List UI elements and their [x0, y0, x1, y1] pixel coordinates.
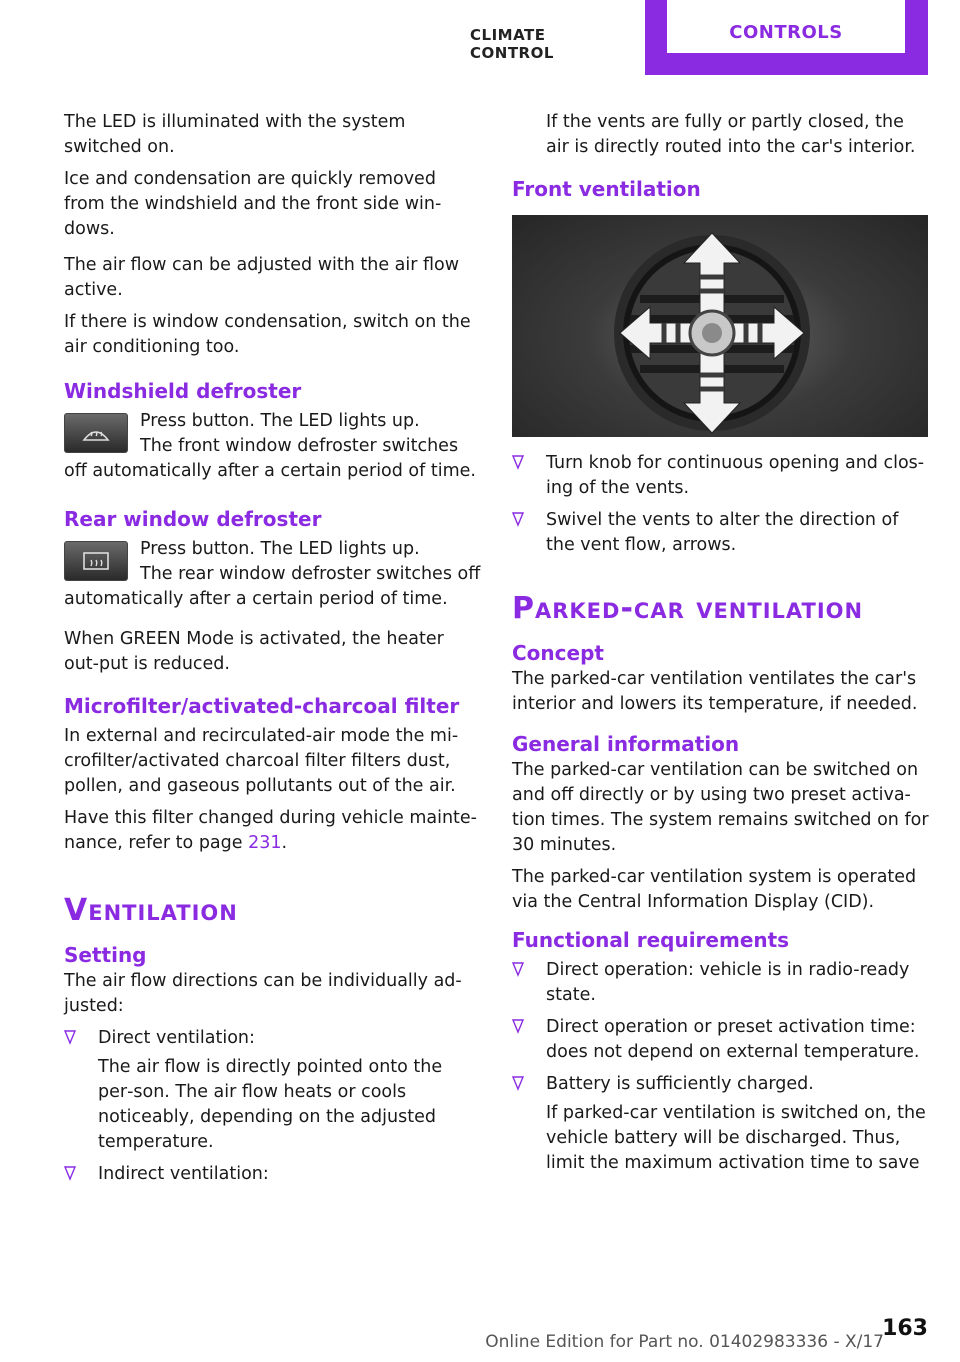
chapter-tab-label: CONTROLS: [667, 0, 905, 53]
left-column: [64, 110, 481, 1194]
paragraph: If there is window condensation, switch on the air conditioning too.: [64, 312, 471, 357]
rear-defroster-heading: Rear window defroster: [64, 507, 322, 531]
section-label: CLIMATE CONTROL: [470, 26, 554, 62]
list-item-text: Direct operation: vehicle is in radio-ready state.: [546, 960, 910, 1005]
filter-maintenance-text: Have this filter changed during vehicle mainte‐nance, refer to page: [64, 808, 477, 853]
right-column: [512, 110, 929, 1183]
bullet-triangle-icon: [64, 1165, 76, 1181]
list-item-text: Direct operation or preset activation time: does not depend on external temperature.: [546, 1017, 920, 1062]
list-item-text: Swivel the vents to alter the direction of the vent flow, arrows.: [546, 510, 899, 555]
bullet-triangle-icon: [64, 1029, 76, 1045]
bullet-triangle-icon: [512, 961, 524, 977]
air-vent-illustration: [512, 215, 928, 437]
list-item-text: Turn knob for continuous opening and clos‐ing of the vents.: [546, 453, 925, 498]
bullet-triangle-icon: [512, 511, 524, 527]
ventilation-heading: Ventilation: [64, 893, 238, 928]
general-info-text: The parked-car ventilation system is operated via the Central Information Display (CID).: [512, 867, 917, 912]
rear-description: The rear window defroster switches off automatically after a certain period of time.: [64, 564, 481, 609]
windshield-defroster-block: [64, 409, 481, 484]
general-info-text: The parked-car ventilation can be switched on and off directly or by using two preset activa‐tion times. The system remains switched on for 30 minutes.: [512, 760, 929, 855]
list-item: [512, 1015, 929, 1065]
rear-instruction: Press button. The LED lights up.: [140, 539, 420, 559]
general-info-heading: General information: [512, 732, 740, 756]
bullet-triangle-icon: [512, 1075, 524, 1091]
windshield-defrost-icon: [81, 423, 111, 443]
list-item: [512, 451, 929, 501]
front-vent-photo: [512, 215, 928, 437]
chapter-tab: [645, 0, 928, 75]
bullet-triangle-icon: [512, 454, 524, 470]
rear-defroster-block: [64, 537, 481, 612]
filter-maintenance: [64, 806, 481, 856]
parked-car-heading: Parked-car ventilation: [512, 591, 864, 626]
setting-text: The air flow directions can be individually ad‐justed:: [64, 971, 462, 1016]
paragraph: The LED is illuminated with the system switched on.: [64, 112, 406, 157]
list-item: [64, 1162, 481, 1187]
windshield-defroster-heading: Windshield defroster: [64, 379, 302, 403]
windshield-description: The front window defroster switches off automatically after a certain period of time.: [64, 436, 476, 481]
setting-heading: Setting: [64, 943, 147, 967]
list-item: [64, 1026, 481, 1155]
windshield-defroster-button[interactable]: [64, 413, 128, 453]
list-item-label: Indirect ventilation:: [98, 1164, 269, 1184]
list-item-text: Battery is sufficiently charged.: [546, 1074, 814, 1094]
period: .: [281, 833, 288, 853]
list-item-subtext: If parked-car ventilation is switched on, the vehicle battery will be discharged. Thus, limit the maximum activation time to save: [546, 1103, 926, 1173]
concept-heading: Concept: [512, 641, 604, 665]
paragraph: The air flow can be adjusted with the air flow active.: [64, 255, 460, 300]
functional-requirements-heading: Functional requirements: [512, 928, 790, 952]
filter-heading: Microfilter/activated-charcoal filter: [64, 694, 460, 718]
edition-note: Online Edition for Part no. 01402983336 - X/17: [485, 1332, 884, 1352]
concept-text: The parked-car ventilation ventilates the car's interior and lowers its temperature, if needed.: [512, 669, 918, 714]
paragraph: Ice and condensation are quickly removed from the windshield and the front side win‐dows.: [64, 169, 442, 239]
windshield-instruction: Press button. The LED lights up.: [140, 411, 420, 431]
list-item-text: The air flow is directly pointed onto the per‐son. The air flow heats or cools noticeably, depending on the adjusted temperature.: [98, 1057, 443, 1152]
list-item-label: Direct ventilation:: [98, 1028, 255, 1048]
rear-defroster-button[interactable]: [64, 541, 128, 581]
page-number: 163: [882, 1316, 928, 1341]
rear-defrost-icon: [81, 550, 111, 572]
page-link[interactable]: 231: [248, 833, 282, 853]
filter-paragraph: In external and recirculated-air mode the mi‐crofilter/activated charcoal filter filters dust, pollen, and gaseous pollutants out of the air.: [64, 726, 459, 796]
green-mode-note: When GREEN Mode is activated, the heater out‐put is reduced.: [64, 629, 444, 674]
page-footer: [0, 1316, 928, 1362]
indirect-text: If the vents are fully or partly closed, the air is directly routed into the car's interior.: [546, 112, 916, 157]
list-item: [512, 958, 929, 1008]
list-item: [512, 508, 929, 558]
bullet-triangle-icon: [512, 1018, 524, 1034]
list-item: [512, 1072, 929, 1176]
front-ventilation-heading: Front ventilation: [512, 177, 701, 201]
